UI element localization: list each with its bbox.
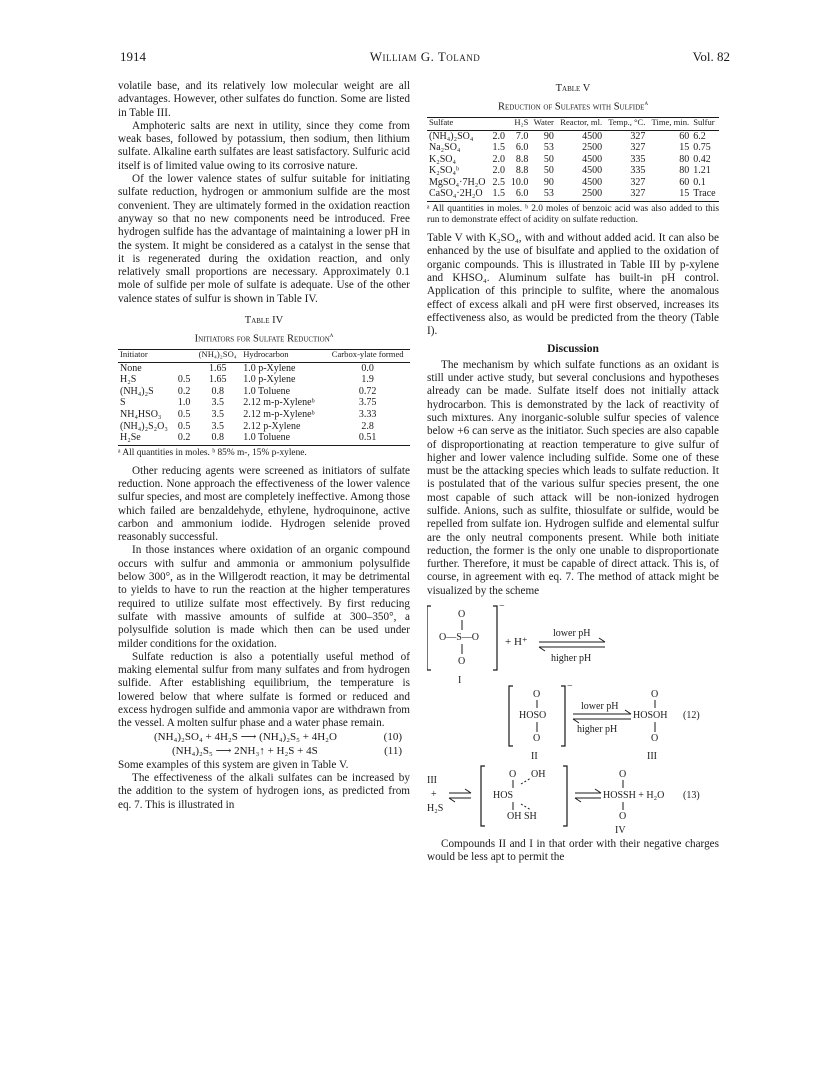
table-label: Table V	[555, 83, 591, 94]
table-cell: 327	[630, 176, 646, 188]
right-column	[427, 80, 719, 865]
paragraph: Sulfate reduction is also a potentially useful method of making elemental sulfur from many sulfates and from hydrogen sulfide. After establishing equilibrium, the temperature is lowered below that where sulfate is formed or reduced and excess hydrogen sulfide and ammonia vapor are withdrawn from the vessel. A molten sulfur phase and a water phase remain.	[118, 650, 410, 730]
table-row	[427, 165, 719, 177]
table-header-cell: Reactor, ml.	[560, 117, 603, 128]
compound-label-i: I	[458, 675, 462, 687]
table-cell: 0.5	[177, 374, 191, 386]
table-cell: 80	[679, 153, 690, 165]
table-cell: 53	[530, 188, 556, 201]
table-row	[118, 362, 410, 374]
table-cell: NH₄HSO₃	[120, 408, 162, 420]
table-cell: 1.5	[492, 142, 505, 154]
table-cell: 6.0	[508, 188, 531, 201]
table-cell: 1.21	[693, 165, 711, 177]
running-author: William G. Toland	[369, 49, 481, 64]
table-header-cell: Temp., °C.	[608, 117, 646, 128]
reactant-h2s: H₂S	[427, 803, 444, 815]
table-footnote: ᵃ All quantities in moles. ᵇ 2.0 moles of benzoic acid was also added to this run to demonstrate effect of acidity on sulfate reduction.	[427, 204, 719, 226]
table-header-cell: Initiator	[120, 349, 148, 360]
table-row	[427, 142, 719, 154]
arrow-label-lower-ph: lower pH	[553, 628, 591, 640]
table-cell: 1.0 p-Xylene	[243, 362, 296, 374]
atom-o: O	[651, 689, 659, 701]
table-cell: H₂S	[120, 374, 137, 386]
atom-o: O	[619, 811, 627, 823]
table-cell: 327	[630, 142, 646, 154]
table-cell: 8.8	[515, 153, 529, 165]
page-number: 1914	[120, 49, 146, 64]
table-cell: 3.75	[358, 397, 377, 409]
table-cell: 0.8	[211, 385, 224, 397]
table-cell: K₂SO₄	[429, 153, 456, 165]
equation-11: (NH₄)₂S₅ ⟶ 2NH₃↑ + H₂S + 4S (11)	[172, 744, 402, 757]
table-cell: 335	[630, 153, 646, 165]
table-cell: 1.65	[208, 362, 227, 374]
paragraph: Compounds II and I in that order with their negative charges would be less apt to permit the	[427, 838, 719, 864]
table-cell: 1.0 Toluene	[241, 432, 325, 445]
table-row	[118, 397, 410, 409]
table-caption: Initiators for Sulfate Reduction$^a$	[194, 331, 334, 345]
section-heading: Discussion	[547, 343, 599, 356]
atom-o: O	[458, 656, 466, 668]
table-cell: 4500	[582, 153, 603, 165]
oh-group: OH	[531, 769, 546, 781]
table-row	[118, 432, 410, 445]
table-cell: 7.0	[515, 130, 529, 142]
table-row	[427, 177, 719, 189]
table-cell: None	[120, 362, 142, 374]
table-cell: 0.0	[361, 362, 374, 374]
left-column	[118, 80, 410, 812]
paragraph: Table V with K₂SO₄, with and without added acid. It can also be enhanced by the use of bisulfate and applied to the oxidation of organic compounds. This is illustrated in Table III by p-xylene and KHSO₄. Aluminum sulfate has built-in pH control. Application of this principle to sulfite, where the anomalous effect of excess alkali and pH were first observed, increases its effectiveness also, as would be predicted from the theory (Table I).	[427, 232, 719, 338]
table-cell: 0.8	[194, 432, 241, 445]
table-cell: 3.5	[211, 420, 224, 432]
table-cell: 1.0 Toluene	[243, 385, 291, 397]
table-header-cell: Hydrocarbon	[243, 349, 289, 360]
table-v	[427, 82, 719, 226]
table-cell: S	[120, 397, 126, 409]
table-cell: 2.12 p-Xylene	[243, 420, 301, 432]
atom-o: O	[458, 609, 466, 621]
table-cell	[176, 362, 194, 374]
table-cell: 0.2	[177, 385, 191, 397]
table-header-cell: Time, min.	[651, 117, 690, 128]
hso-fragment: HOSO	[519, 710, 547, 722]
compound-label-iv: IV	[615, 825, 626, 837]
table-cell: 60	[679, 130, 690, 142]
paragraph: The effectiveness of the alkali sulfates can be increased by the addition to the system of hydrogen ions, as predicted from eq. 7. This is illustrated in	[118, 771, 410, 811]
table-row	[427, 130, 719, 142]
table-row	[118, 409, 410, 421]
table-cell: 1.9	[361, 374, 374, 386]
equation-10: (NH₄)₂SO₄ + 4H₂S ⟶ (NH₄)₂S₅ + 4H₂O (10)	[154, 730, 402, 743]
sulfate-center: O—S—O	[439, 632, 480, 644]
equation-number-13: (13)	[683, 790, 700, 802]
plus-sign: +	[431, 789, 437, 801]
table-cell: 2.12 m-p-Xyleneᵇ	[243, 397, 315, 409]
atom-o: O	[509, 769, 517, 781]
table-cell: (NH₄)₂S₂O₃	[120, 420, 168, 432]
table-header-cell	[490, 118, 507, 130]
table-iv	[118, 314, 410, 459]
table-cell: 50	[543, 165, 554, 177]
table-cell: 2.0	[492, 165, 505, 177]
table-cell: 53	[543, 142, 554, 154]
table-cell: 90	[543, 130, 554, 142]
table-row	[427, 154, 719, 166]
table-cell: 2.0	[492, 130, 505, 142]
table-cell: 3.5	[211, 397, 224, 409]
table-row	[118, 386, 410, 398]
hos-fragment: HOS	[493, 790, 514, 802]
table-cell: 0.72	[358, 385, 377, 397]
table-cell: 4500	[582, 130, 603, 142]
table-cell: 2.0	[492, 153, 505, 165]
table-cell: 2500	[582, 142, 603, 154]
paragraph: In those instances where oxidation of an organic compound occurs with sulfur and ammonia or ammonium polysulfide below 300°, as in the Willgerodt reaction, it may be detrimental to yields to have to run the reaction at the higher temperatures required to utilize sulfate most effectively. By first reducing sulfate with massive amounts of sulfide at 300–350°, a polysulfide solution is made which then can be used under milder conditions for the oxidation.	[118, 544, 410, 650]
table-row	[118, 374, 410, 386]
table-cell: 327	[604, 188, 647, 201]
table-row	[118, 421, 410, 433]
table-cell: 1.0	[177, 397, 191, 409]
table-header-cell: Sulfate	[429, 117, 454, 128]
table-cell: 1.5	[490, 188, 507, 201]
paragraph: Amphoteric salts are next in utility, since they come from weak bases, followed by potassium, then sodium, then lithium sulfate. Alkaline earth sulfates are least satisfactory. Sulfuric acid itself is of limited value owing to its corrosive nature.	[118, 119, 410, 172]
table-cell: 15	[679, 142, 690, 154]
table-cell: 4500	[582, 176, 603, 188]
paragraph: Of the lower valence states of sulfur suitable for initiating sulfate reduction, hydrogen or ammonium sulfide are the most convenient. They are ultimately formed in the oxidation reaction anyway so that no new components need be introduced. Free hydrogen sulfide has the advantage of maintaining a lower pH in the system. It might be considered as a catalyst in the sense that it is regenerated during the oxidation reaction, and only relatively small proportions are necessary. Approximately 0.1 mole of sulfide per mole of sulfate is adequate. Use of the other valence states of sulfur is shown in Table IV.	[118, 173, 410, 305]
atom-o: O	[651, 733, 659, 745]
charge-sign: −	[567, 681, 573, 693]
table-cell: 60	[679, 176, 690, 188]
compound-label-iii: III	[647, 751, 657, 763]
table-cell: 0.5	[177, 420, 191, 432]
table-cell: 0.42	[693, 153, 711, 165]
equation-number-12: (12)	[683, 710, 700, 722]
table-cell: 4500	[582, 165, 603, 177]
arrow-label-higher-ph: higher pH	[577, 724, 618, 736]
table-cell: 2.8	[361, 420, 374, 432]
table-cell: 10.0	[510, 176, 529, 188]
table-cell: 0.2	[176, 432, 194, 445]
table-cell: K₂SO₄ᵇ	[429, 165, 460, 177]
paragraph: Some examples of this system are given in Table V.	[118, 758, 349, 771]
table-cell: (NH₄)₂S	[120, 385, 154, 397]
table-cell: 2500	[556, 188, 604, 201]
paragraph: The mechanism by which sulfate functions as an oxidant is still under active study, but several conclusions and hypotheses already can be made. Sulfate itself does not initially attack hydrocarbon. This is demonstrated by the lack of reactivity of such mixtures. Any inorganic-soluble sulfur species of valence below +6 can serve as the initiator. Such species are also capable of disproportionating at reaction temperature to give sulfur of higher and lower valence including sulfide. Some one of these must be the attacking species which leads to sulfate reduction. It is postulated that of the various sulfur species present, the one most capable of such attack will be non-ionized hydrogen sulfide. Anions, such as sulfite, thiosulfate or sulfide, would be repelled from sulfate ion. Hydrogen sulfide and elemental sulfur are the only neutral components present. While both initiate reduction, the former is the only one unable to disproportionate further. Therefore, it must be capable of direct attack. This is, of course, in agreement with eq. 7. The method of attack might be visualized by the scheme	[427, 358, 719, 597]
table-label: Table IV	[244, 315, 284, 327]
table-header-cell: (NH₄)₂SO₄	[198, 349, 237, 360]
table-cell: 1.0 p-Xylene	[243, 374, 296, 386]
table-cell: 2.5	[492, 176, 505, 188]
arrow-label-lower-ph: lower pH	[581, 701, 619, 713]
table-cell: 2.12 m-p-Xyleneᵇ	[243, 408, 315, 420]
table-cell: 8.8	[515, 165, 529, 177]
table-header-cell	[176, 350, 194, 362]
table-v-grid	[427, 117, 719, 202]
table-cell: 6.2	[693, 130, 706, 142]
table-cell: 80	[679, 165, 690, 177]
table-header-cell: H₂S	[514, 117, 529, 128]
table-iv-grid	[118, 349, 410, 446]
atom-o: O	[533, 689, 541, 701]
table-cell: 3.33	[358, 408, 377, 420]
table-cell: CaSO₄·2H₂O	[427, 188, 490, 201]
table-header-cell: Carbox-ylate formed	[331, 349, 404, 360]
table-cell: 335	[630, 165, 646, 177]
reactant-iii: III	[427, 775, 437, 787]
table-cell: H₂Se	[118, 432, 176, 445]
table-cell: 3.5	[211, 408, 224, 420]
table-cell: (NH₄)₂SO₄	[429, 130, 474, 142]
table-header-cell: Water	[533, 117, 554, 128]
table-cell: 50	[543, 153, 554, 165]
atom-o: O	[533, 733, 541, 745]
table-cell: MgSO₄·7H₂O	[429, 176, 486, 188]
table-row	[427, 188, 719, 201]
table-cell: Na₂SO₄	[429, 142, 461, 154]
table-cell: 0.75	[693, 142, 711, 154]
table-cell: Trace	[691, 188, 719, 201]
atom-o: O	[619, 769, 627, 781]
table-cell: 1.65	[208, 374, 227, 386]
paragraph: volatile base, and its relatively low molecular weight are all advantages. However, other sulfates do function. Some are listed in Table III.	[118, 80, 410, 119]
table-cell: 327	[630, 130, 646, 142]
table-header-cell: Sulfur	[693, 117, 715, 128]
table-cell: 90	[543, 176, 554, 188]
compound-label-ii: II	[531, 751, 538, 763]
oh-sh-groups: OH SH	[507, 811, 537, 823]
hosoh-fragment: HOSOH	[633, 710, 668, 722]
running-header	[120, 49, 730, 69]
volume-number: Vol. 82	[692, 49, 730, 64]
charge-sign: −	[499, 601, 505, 613]
table-cell: 0.51	[325, 432, 410, 445]
paragraph: Other reducing agents were screened as initiators of sulfate reduction. None approach the effectiveness of the lower valence sulfur species, and most are completely ineffective. Among those which failed are benzaldehyde, ethylene, hydroquinone, active carbon and ammonium iodide. Hydrogen selenide proved reasonably successful.	[118, 464, 410, 544]
hossh-product: HOSSH + H₂O	[603, 790, 665, 802]
arrow-label-higher-ph: higher pH	[551, 653, 592, 665]
table-cell: 6.0	[515, 142, 529, 154]
table-cell: 0.1	[693, 176, 706, 188]
table-cell: 15	[647, 188, 691, 201]
table-footnote: ᵃ All quantities in moles. ᵇ 85% m-, 15% p-xylene.	[118, 447, 307, 458]
table-cell: 0.5	[177, 408, 191, 420]
table-caption: Reduction of Sulfates with Sulfide$^a$	[497, 99, 649, 113]
h-plus: + H⁺	[505, 636, 528, 649]
reaction-scheme	[427, 598, 719, 838]
